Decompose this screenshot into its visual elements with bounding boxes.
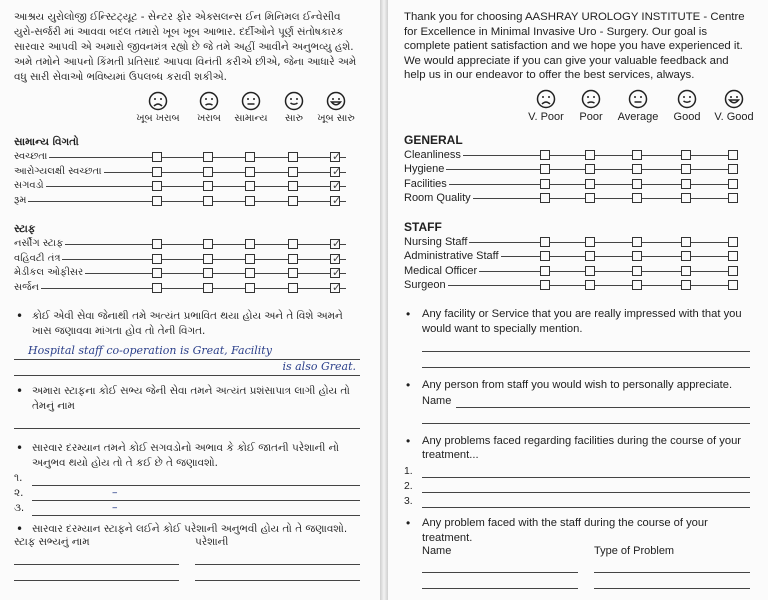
staff-problem-table [14,536,360,581]
checkbox-very-good[interactable] [728,266,738,276]
checkbox-very-bad[interactable] [152,268,162,278]
checkbox-average[interactable] [632,193,642,203]
row-label: મેડીકલ ઓફીસર [14,267,84,278]
checkbox-good[interactable] [288,181,298,191]
checkbox-bad[interactable] [203,167,213,177]
problem-line-1[interactable] [594,557,750,573]
rating-row-room [14,194,360,209]
checkbox-bad[interactable] [203,254,213,264]
checkbox-very-good[interactable] [330,251,342,265]
rating-row-hygiene [404,162,750,177]
answer-line-2[interactable] [14,360,360,376]
checkbox-very-bad[interactable] [152,254,162,264]
rating-label: Good [673,110,701,123]
checkbox-very-poor[interactable] [540,193,550,203]
checkbox-good[interactable] [681,193,691,203]
checkbox-average[interactable] [632,164,642,174]
name-label: Name [422,394,452,407]
checkbox-poor[interactable] [585,266,595,276]
numbered-line-2[interactable]: 2. [404,478,750,493]
sad-face-icon [199,91,219,111]
name-line-1[interactable] [422,557,578,573]
rating-row-nursing-staff [14,237,360,252]
row-label: Room Quality [404,192,471,205]
name-answer-row [422,393,750,408]
page-fold [380,0,388,600]
checkbox-average[interactable] [245,152,255,162]
rating-row-cleanliness [404,148,750,163]
smile-face-icon [284,91,304,111]
rating-label: ખરાબ [197,113,221,124]
row-label: Facilities [404,177,447,190]
rating-label: ખૂબ ખરાબ [136,113,180,124]
row-label: વહિવટી તંત્ર [14,252,61,264]
big-smile-face-icon [326,91,346,111]
general-section-title: GENERAL [404,132,463,147]
numbered-line-3[interactable]: 3. [404,493,750,508]
question-impressed-service: • Any facility or Service that you are really impressed with that you would want to specially mention. [404,307,750,336]
checkbox-very-good[interactable] [728,280,738,290]
rating-row-surgeon [404,278,750,293]
rating-label: V. Good [714,110,754,123]
row-label: રૂમ [14,194,27,206]
checkbox-very-good[interactable] [728,193,738,203]
checkbox-very-good[interactable] [728,150,738,160]
checkbox-average[interactable] [245,196,255,206]
checkbox-very-bad[interactable] [152,181,162,191]
checkbox-good[interactable] [681,280,691,290]
row-label: Cleanliness [404,148,461,161]
checkbox-very-poor[interactable] [540,150,550,160]
checkbox-very-good[interactable] [330,181,340,191]
rating-row-administrative-staff [404,249,750,264]
checkbox-bad[interactable] [203,196,213,206]
checkbox-very-poor[interactable] [540,280,550,290]
checkbox-very-poor[interactable] [540,179,550,189]
question-impressed-service: • કોઈ એવી સેવા જેનાથી તમે અત્યંત પ્રભાવિત થયા હોય અને તે વિશે અમને ખાસ જણાવવા માંગતા હોવ તો તેની વિગત. [14,309,360,338]
checkbox-good[interactable] [681,266,691,276]
column-header-problem: પરેશાની [195,536,229,549]
rating-label: Average [617,110,659,123]
checkbox-poor[interactable] [585,164,595,174]
column-header-problem-type: Type of Problem [594,545,675,558]
rating-row-medical-officer [14,266,360,281]
rating-very-good [306,91,366,124]
rating-row-room-quality [404,191,750,206]
name-line[interactable] [456,393,750,408]
checkbox-very-good[interactable] [728,179,738,189]
row-label: Hygiene [404,163,445,176]
problem-line-2[interactable] [594,573,750,589]
name-line-1[interactable] [14,549,179,565]
question-appreciate-staff: • Any person from staff you would wish to personally appreciate. [404,378,750,393]
staff-section-title: સ્ટાફ [14,223,36,235]
question-staff-problems: • Any problem faced with the staff during the course of your treatment. [404,516,750,545]
check-mark: ✓ [332,164,342,178]
checkbox-average[interactable] [245,181,255,191]
neutral-face-icon [628,89,648,109]
checkbox-very-good[interactable] [330,152,340,162]
checkbox-bad[interactable] [203,268,213,278]
check-mark: ✓ [332,280,342,294]
column-header-name: Name [422,545,452,558]
rating-scale-english [404,89,754,133]
checkbox-poor[interactable] [585,193,595,203]
checkbox-very-bad[interactable] [152,196,162,206]
rating-scale-gujarati [14,91,360,135]
checkbox-average[interactable] [632,150,642,160]
checkbox-very-bad[interactable] [152,283,162,293]
checkbox-very-bad[interactable] [152,152,162,162]
checkbox-average[interactable] [245,268,255,278]
answer-line-2[interactable] [422,352,750,368]
intro-text-english: Thank you for choosing AASHRAY UROLOGY INSTITUTE - Centre for Excellence in Minimal Invasive Uro - Surgery. Our goal is complete patient satisfaction and we hope you have experienced it. We would appreciate if you can give your valuable feedback and help us in our endeavor to offer the best services, always. [404,11,745,82]
name-line-2[interactable] [422,573,578,589]
check-mark: ✓ [332,150,342,163]
checkbox-average[interactable] [632,251,642,261]
checkbox-very-poor[interactable] [540,266,550,276]
rating-label: ખૂબ સારુ [317,113,355,124]
checkbox-very-good[interactable] [330,193,342,207]
checkbox-average[interactable] [245,239,255,249]
checkbox-good[interactable] [681,237,691,247]
answer-line[interactable] [14,413,360,429]
handwritten-answer: is also Great. [282,360,356,374]
rating-row-medical-officer [404,264,750,279]
checkbox-very-poor[interactable] [540,251,550,261]
problem-line-2[interactable] [195,565,360,581]
checkbox-very-good[interactable] [728,164,738,174]
rating-label: Poor [579,110,603,123]
rating-row-hygiene [14,165,360,180]
right-page-english [388,0,768,600]
question-appreciate-staff: • અમારા સ્ટાફના કોઈ સભ્ય જેની સેવા તમને અત્યંત પ્રશંસાપાત્ર લાગી હોય તો તેમનું નામ [14,384,360,413]
checkbox-average[interactable] [632,179,642,189]
staff-problem-table [422,545,750,589]
checkbox-good[interactable] [288,196,298,206]
answer-line-1[interactable] [14,344,360,360]
neutral-face-icon [241,91,261,111]
checkbox-very-good[interactable] [330,239,340,249]
checkbox-average[interactable] [245,167,255,177]
checkbox-poor[interactable] [585,237,595,247]
checkbox-average[interactable] [245,254,255,264]
checkbox-good[interactable] [681,251,691,261]
rating-label: સારુ [285,113,303,124]
checkbox-bad[interactable] [203,181,213,191]
rating-row-nursing-staff [404,235,750,250]
check-mark: ✓ [332,251,342,265]
checkbox-good[interactable] [681,150,691,160]
checkbox-bad[interactable] [203,152,213,162]
left-page-gujarati [0,0,380,600]
checkbox-average[interactable] [632,266,642,276]
big-smile-face-icon [724,89,744,109]
rating-label: V. Poor [528,110,564,123]
checkbox-average[interactable] [632,280,642,290]
staff-section-title: STAFF [404,219,442,234]
very-sad-face-icon [148,91,168,111]
row-label: નર્સીંગ સ્ટાફ [14,238,64,249]
row-label: Nursing Staff [404,235,468,248]
answer-line[interactable] [422,408,750,424]
check-mark: ✓ [332,266,342,279]
row-label: સ્વચ્છતા [14,151,48,162]
checkbox-good[interactable] [681,179,691,189]
checkbox-very-bad[interactable] [152,167,162,177]
checkbox-poor[interactable] [585,280,595,290]
checkbox-average[interactable] [632,237,642,247]
check-mark: ✓ [332,179,342,192]
checkbox-very-good[interactable] [728,251,738,261]
handwritten-dash: – [112,500,118,514]
checkbox-good[interactable] [288,254,298,264]
question-facility-problems: • સારવાર દરમ્યાન તમને કોઈ સગવડોનો અભાવ કે કોઈ જાતની પરેશાની નો અનુભવ થયો હોય તો તે કઈ છે તે જણાવશો. [14,441,360,470]
checkbox-poor[interactable] [585,251,595,261]
rating-label: સામાન્ય [234,113,268,124]
answer-line-1[interactable] [422,336,750,352]
row-label: આરોગ્યલક્ષી સ્વચ્છતા [14,165,102,177]
question-facility-problems: • Any problems faced regarding facilities during the course of your treatment... [404,434,750,463]
problem-line-1[interactable] [195,549,360,565]
checkbox-good[interactable] [288,283,298,293]
checkbox-poor[interactable] [585,150,595,160]
rating-row-surgeon [14,281,360,296]
row-label: Surgeon [404,279,446,292]
checkbox-good[interactable] [288,239,298,249]
numbered-line-3[interactable]: ૩. – [14,501,360,516]
checkbox-bad[interactable] [203,239,213,249]
check-mark: ✓ [332,237,342,250]
checkbox-very-good[interactable] [728,237,738,247]
very-sad-face-icon [536,89,556,109]
checkbox-average[interactable] [245,283,255,293]
rating-row-facilities [404,177,750,192]
row-label: સગવડો [14,180,44,191]
checkbox-very-good[interactable] [330,280,342,294]
checkbox-good[interactable] [288,167,298,177]
handwritten-dash: – [112,485,118,499]
checkbox-good[interactable] [288,152,298,162]
numbered-line-1[interactable]: ૧. [14,471,360,486]
checkbox-very-poor[interactable] [540,237,550,247]
rating-row-administration [14,252,360,267]
checkbox-very-poor[interactable] [540,164,550,174]
name-line-2[interactable] [14,565,179,581]
general-section-title: સામાન્ય વિગતો [14,136,79,148]
rating-row-facilities [14,179,360,194]
numbered-line-1[interactable]: 1. [404,463,750,478]
row-label: Administrative Staff [404,250,499,263]
rating-row-cleanliness [14,150,360,165]
rating-very-good [704,89,764,123]
column-header-staff-name: સ્ટાફ સભ્યનું નામ [14,536,90,549]
sad-face-icon [581,89,601,109]
row-label: સર્જન [14,281,40,293]
numbered-line-2[interactable]: ૨. – [14,486,360,501]
smile-face-icon [677,89,697,109]
checkbox-very-bad[interactable] [152,239,162,249]
checkbox-very-good[interactable] [330,268,340,278]
checkbox-very-good[interactable] [330,164,342,178]
question-staff-problems: • સારવાર દરમ્યાન સ્ટાફને લઈને કોઈ પરેશાની અનુભવી હોય તો તે જણાવશો. [14,522,360,537]
checkbox-poor[interactable] [585,179,595,189]
check-mark: ✓ [332,193,342,207]
checkbox-good[interactable] [288,268,298,278]
intro-text-gujarati: આશ્રય યુરોલોજી ઈન્સ્ટિટ્યૂટ - સેન્ટર ફોર એક્સલન્સ ઈન મિનિમલ ઈન્વેસીવ યુરો-સર્જરી માં આવવા બદલ તમારો ખૂબ ખૂબ આભાર. દર્દીઓને પૂર્ણ સંતોષકારક સારવાર આપવી એ અમારો જીવનમંત્ર રહ્યો છે જે તમે અહીં આવીને અનુભવ્યુ હશે. અમે તમોને આપનો કિંમતી પ્રતિસાદ આપવા વિનંતી કરીએ છીએ, જેના આધારે અમે વધુ સારી સેવાઓ ભવિષ્યમાં ઉપલબ્ધ કરાવી શકીએ. [14,11,357,83]
checkbox-bad[interactable] [203,283,213,293]
checkbox-good[interactable] [681,164,691,174]
handwritten-answer: Hospital staff co-operation is Great, Facility [28,344,272,358]
row-label: Medical Officer [404,264,478,277]
